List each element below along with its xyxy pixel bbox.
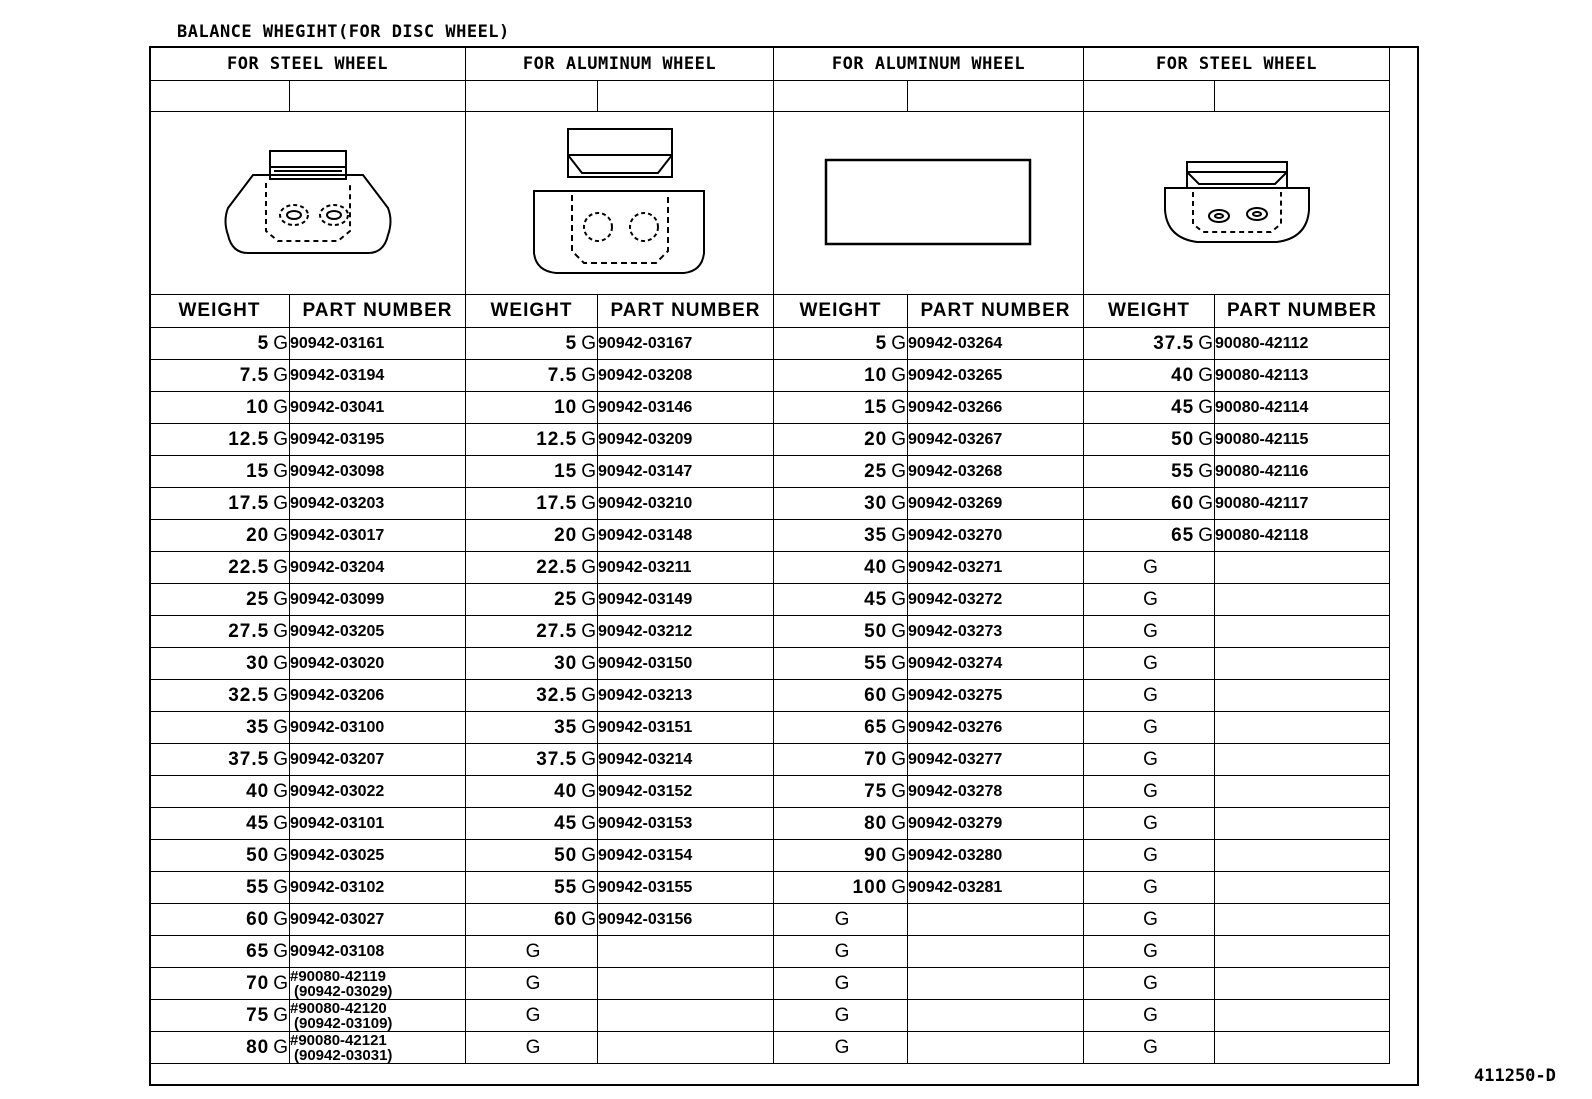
part-number: #90080-42120 — [290, 999, 387, 1017]
weight-value: 30 — [246, 652, 270, 674]
weight-unit: G — [273, 844, 289, 866]
weight-unit: G — [581, 844, 597, 866]
weight-value: 17.5 — [228, 492, 270, 514]
weight-unit: G — [581, 908, 597, 930]
part-number: 90942-03195 — [290, 430, 385, 448]
weight-value: 30 — [864, 492, 888, 514]
weight-value: 22.5 — [228, 556, 270, 578]
part-number: 90942-03207 — [290, 750, 385, 768]
weight-unit: G — [273, 748, 289, 770]
weight-unit: G — [525, 972, 542, 994]
weight-unit: G — [891, 588, 907, 610]
weight-unit: G — [891, 716, 907, 738]
weight-unit: G — [1198, 428, 1214, 450]
weight-unit: G — [891, 748, 907, 770]
weight-value: 27.5 — [536, 620, 578, 642]
weight-value: 5 — [565, 332, 578, 354]
part-number: 90942-03281 — [908, 878, 1003, 896]
weight-unit: G — [273, 812, 289, 834]
part-number: 90942-03268 — [908, 462, 1003, 480]
weight-value: 25 — [246, 588, 270, 610]
weight-unit: G — [581, 460, 597, 482]
weight-value: 80 — [864, 812, 888, 834]
part-number: 90942-03264 — [908, 334, 1003, 352]
weight-unit: G — [273, 908, 289, 930]
weight-unit: G — [891, 876, 907, 898]
group-title-steel-2: FOR STEEL WHEEL — [1084, 47, 1390, 81]
part-number: 90942-03269 — [908, 494, 1003, 512]
weight-unit: G — [273, 364, 289, 386]
part-number: 90942-03276 — [908, 718, 1003, 736]
part-number: 90942-03098 — [290, 462, 385, 480]
weight-value: 17.5 — [536, 492, 578, 514]
part-number: 90942-03210 — [598, 494, 693, 512]
weight-value: 50 — [246, 844, 270, 866]
part-number: 90942-03108 — [290, 942, 385, 960]
part-number: 90080-42116 — [1215, 462, 1309, 480]
part-number: 90942-03280 — [908, 846, 1003, 864]
weight-unit: G — [273, 428, 289, 450]
part-number-alt: (90942-03029) — [294, 982, 393, 1000]
weight-unit: G — [273, 876, 289, 898]
weight-unit: G — [1143, 684, 1159, 706]
weight-unit: G — [1143, 1004, 1159, 1026]
weight-unit: G — [581, 684, 597, 706]
weight-unit: G — [1198, 460, 1214, 482]
weight-unit: G — [273, 972, 289, 994]
part-number: 90080-42114 — [1215, 398, 1309, 416]
weight-unit: G — [581, 620, 597, 642]
weight-unit: G — [581, 812, 597, 834]
part-number: 90942-03151 — [598, 718, 693, 736]
weight-value: 12.5 — [536, 428, 578, 450]
weight-value: 37.5 — [228, 748, 270, 770]
weight-value: 35 — [864, 524, 888, 546]
part-number: 90942-03022 — [290, 782, 385, 800]
part-number: 90942-03099 — [290, 590, 385, 608]
weight-value: 45 — [246, 812, 270, 834]
weight-value: 65 — [1171, 524, 1195, 546]
weight-value: 55 — [864, 652, 888, 674]
weight-header: WEIGHT — [466, 295, 598, 328]
weight-value: 55 — [246, 876, 270, 898]
weight-value: 55 — [1171, 460, 1195, 482]
weight-unit: G — [273, 684, 289, 706]
weight-unit: G — [891, 620, 907, 642]
group-title-steel-1: FOR STEEL WHEEL — [150, 47, 466, 81]
part-number-alt: (90942-03031) — [294, 1046, 393, 1064]
part-number: 90080-42117 — [1215, 494, 1309, 512]
weight-unit: G — [273, 652, 289, 674]
weight-unit: G — [891, 428, 907, 450]
part-number: 90942-03272 — [908, 590, 1003, 608]
weight-value: 75 — [864, 780, 888, 802]
part-number: 90942-03214 — [598, 750, 693, 768]
weight-value: 80 — [246, 1036, 270, 1058]
weight-value: 40 — [246, 780, 270, 802]
part-number: 90942-03150 — [598, 654, 693, 672]
weight-unit: G — [891, 364, 907, 386]
weight-unit: G — [273, 1036, 289, 1058]
part-number: 90942-03152 — [598, 782, 693, 800]
weight-value: 90 — [864, 844, 888, 866]
part-number: 90942-03203 — [290, 494, 385, 512]
weight-unit: G — [525, 1004, 542, 1026]
weight-unit: G — [581, 876, 597, 898]
part-number: 90942-03156 — [598, 910, 693, 928]
part-number: 90942-03265 — [908, 366, 1003, 384]
weight-value: 20 — [554, 524, 578, 546]
part-number: 90942-03267 — [908, 430, 1003, 448]
weight-unit: G — [273, 588, 289, 610]
weight-value: 70 — [864, 748, 888, 770]
weight-value: 22.5 — [536, 556, 578, 578]
weight-unit: G — [1143, 876, 1159, 898]
part-number: 90942-03167 — [598, 334, 693, 352]
part-number: 90080-42113 — [1215, 366, 1309, 384]
weight-value: 70 — [246, 972, 270, 994]
document-title: BALANCE WHEGIHT(FOR DISC WHEEL) — [177, 22, 510, 42]
weight-unit: G — [581, 556, 597, 578]
weight-value: 45 — [864, 588, 888, 610]
weight-unit: G — [273, 940, 289, 962]
weight-unit: G — [1198, 332, 1214, 354]
part-number: 90942-03266 — [908, 398, 1003, 416]
part-number: 90942-03204 — [290, 558, 385, 576]
weight-unit: G — [581, 332, 597, 354]
weight-unit: G — [1143, 620, 1159, 642]
weight-unit: G — [273, 492, 289, 514]
part-number: 90942-03149 — [598, 590, 693, 608]
weight-unit: G — [581, 588, 597, 610]
weight-value: 60 — [864, 684, 888, 706]
part-number: 90942-03212 — [598, 622, 693, 640]
weight-value: 55 — [554, 876, 578, 898]
part-number: 90942-03275 — [908, 686, 1003, 704]
weight-value: 7.5 — [547, 364, 578, 386]
weight-value: 60 — [1171, 492, 1195, 514]
weight-unit: G — [891, 652, 907, 674]
part-number: 90942-03209 — [598, 430, 693, 448]
weight-unit: G — [1143, 588, 1159, 610]
weight-value: 7.5 — [239, 364, 270, 386]
part-number: 90942-03273 — [908, 622, 1003, 640]
weight-value: 100 — [852, 876, 888, 898]
weight-value: 27.5 — [228, 620, 270, 642]
weight-value: 10 — [864, 364, 888, 386]
weight-value: 32.5 — [228, 684, 270, 706]
weight-value: 20 — [246, 524, 270, 546]
part-number: 90942-03213 — [598, 686, 693, 704]
part-number-alt: (90942-03109) — [294, 1014, 393, 1032]
weight-unit: G — [273, 716, 289, 738]
group-title-aluminum-1: FOR ALUMINUM WHEEL — [466, 47, 774, 81]
weight-unit: G — [273, 556, 289, 578]
weight-value: 45 — [554, 812, 578, 834]
part-number: 90942-03205 — [290, 622, 385, 640]
weight-unit: G — [834, 908, 851, 930]
weight-unit: G — [891, 684, 907, 706]
weight-unit: G — [891, 396, 907, 418]
weight-header: WEIGHT — [774, 295, 908, 328]
weight-value: 35 — [554, 716, 578, 738]
weight-value: 10 — [554, 396, 578, 418]
weight-unit: G — [581, 364, 597, 386]
table-frame — [149, 46, 1419, 1086]
weight-value: 15 — [864, 396, 888, 418]
weight-unit: G — [1143, 780, 1159, 802]
part-number: 90942-03278 — [908, 782, 1003, 800]
part-number: #90080-42119 — [290, 967, 386, 985]
weight-unit: G — [891, 524, 907, 546]
part-number-header: PART NUMBER — [290, 295, 466, 328]
weight-unit: G — [1143, 972, 1159, 994]
weight-value: 30 — [554, 652, 578, 674]
weight-value: 75 — [246, 1004, 270, 1026]
weight-value: 65 — [246, 940, 270, 962]
part-number-header: PART NUMBER — [908, 295, 1084, 328]
weight-unit: G — [1143, 716, 1159, 738]
part-number: 90942-03161 — [290, 334, 385, 352]
part-number: 90942-03102 — [290, 878, 385, 896]
part-number: 90942-03208 — [598, 366, 693, 384]
weight-unit: G — [581, 652, 597, 674]
weight-unit: G — [1198, 364, 1214, 386]
weight-value: 60 — [246, 908, 270, 930]
part-number: 90942-03155 — [598, 878, 693, 896]
weight-unit: G — [273, 460, 289, 482]
weight-value: 15 — [554, 460, 578, 482]
weight-value: 10 — [246, 396, 270, 418]
part-number: 90942-03020 — [290, 654, 385, 672]
part-number: 90942-03274 — [908, 654, 1003, 672]
weight-unit: G — [1198, 492, 1214, 514]
part-number-header: PART NUMBER — [1215, 295, 1390, 328]
part-number: 90942-03279 — [908, 814, 1003, 832]
weight-value: 25 — [864, 460, 888, 482]
part-number: 90942-03025 — [290, 846, 385, 864]
part-number: 90942-03206 — [290, 686, 385, 704]
weight-unit: G — [581, 748, 597, 770]
weight-unit: G — [581, 396, 597, 418]
weight-unit: G — [1143, 652, 1159, 674]
weight-value: 37.5 — [1153, 332, 1195, 354]
weight-value: 37.5 — [536, 748, 578, 770]
weight-value: 60 — [554, 908, 578, 930]
weight-unit: G — [273, 524, 289, 546]
weight-unit: G — [891, 332, 907, 354]
part-number: 90080-42112 — [1215, 334, 1309, 352]
weight-header: WEIGHT — [150, 295, 290, 328]
weight-unit: G — [581, 780, 597, 802]
weight-unit: G — [581, 716, 597, 738]
weight-value: 45 — [1171, 396, 1195, 418]
weight-unit: G — [834, 972, 851, 994]
part-number: 90942-03147 — [598, 462, 693, 480]
weight-unit: G — [1143, 940, 1159, 962]
weight-value: 25 — [554, 588, 578, 610]
weight-unit: G — [1198, 524, 1214, 546]
weight-unit: G — [891, 460, 907, 482]
part-number-header: PART NUMBER — [598, 295, 774, 328]
weight-unit: G — [1198, 396, 1214, 418]
weight-value: 50 — [864, 620, 888, 642]
weight-unit: G — [891, 556, 907, 578]
part-number: 90942-03041 — [290, 398, 385, 416]
weight-header: WEIGHT — [1084, 295, 1215, 328]
weight-unit: G — [891, 844, 907, 866]
part-number: 90942-03153 — [598, 814, 693, 832]
part-number: 90080-42118 — [1215, 526, 1309, 544]
weight-unit: G — [525, 1036, 542, 1058]
part-number: 90942-03277 — [908, 750, 1003, 768]
weight-unit: G — [581, 428, 597, 450]
part-number: #90080-42121 — [290, 1031, 387, 1049]
weight-value: 32.5 — [536, 684, 578, 706]
weight-value: 40 — [864, 556, 888, 578]
weight-value: 15 — [246, 460, 270, 482]
group-title-aluminum-2: FOR ALUMINUM WHEEL — [774, 47, 1084, 81]
weight-value: 12.5 — [228, 428, 270, 450]
weight-value: 35 — [246, 716, 270, 738]
weight-unit: G — [834, 1036, 851, 1058]
weight-unit: G — [891, 780, 907, 802]
part-number: 90942-03146 — [598, 398, 693, 416]
part-number: 90942-03271 — [908, 558, 1003, 576]
part-number: 90942-03270 — [908, 526, 1003, 544]
weight-unit: G — [834, 940, 851, 962]
part-number: 90942-03148 — [598, 526, 693, 544]
weight-unit: G — [581, 492, 597, 514]
weight-unit: G — [1143, 844, 1159, 866]
weight-unit: G — [273, 396, 289, 418]
weight-unit: G — [273, 1004, 289, 1026]
weight-unit: G — [1143, 908, 1159, 930]
weight-unit: G — [1143, 812, 1159, 834]
weight-value: 50 — [554, 844, 578, 866]
weight-value: 20 — [864, 428, 888, 450]
part-number: 90942-03027 — [290, 910, 385, 928]
part-number: 90942-03101 — [290, 814, 385, 832]
weight-value: 5 — [875, 332, 888, 354]
weight-value: 65 — [864, 716, 888, 738]
part-number: 90080-42115 — [1215, 430, 1309, 448]
weight-unit: G — [273, 332, 289, 354]
weight-unit: G — [581, 524, 597, 546]
part-number: 90942-03100 — [290, 718, 385, 736]
weight-unit: G — [273, 620, 289, 642]
part-number: 90942-03211 — [598, 558, 692, 576]
weight-unit: G — [834, 1004, 851, 1026]
part-number: 90942-03017 — [290, 526, 385, 544]
weight-value: 50 — [1171, 428, 1195, 450]
part-number: 90942-03154 — [598, 846, 693, 864]
weight-unit: G — [1143, 748, 1159, 770]
weight-value: 40 — [1171, 364, 1195, 386]
weight-unit: G — [891, 812, 907, 834]
weight-unit: G — [525, 940, 542, 962]
weight-unit: G — [1143, 1036, 1159, 1058]
weight-value: 5 — [257, 332, 270, 354]
weight-unit: G — [1143, 556, 1159, 578]
weight-value: 40 — [554, 780, 578, 802]
weight-unit: G — [273, 780, 289, 802]
figure-id: 411250-D — [1474, 1066, 1556, 1086]
part-number: 90942-03194 — [290, 366, 385, 384]
weight-unit: G — [891, 492, 907, 514]
